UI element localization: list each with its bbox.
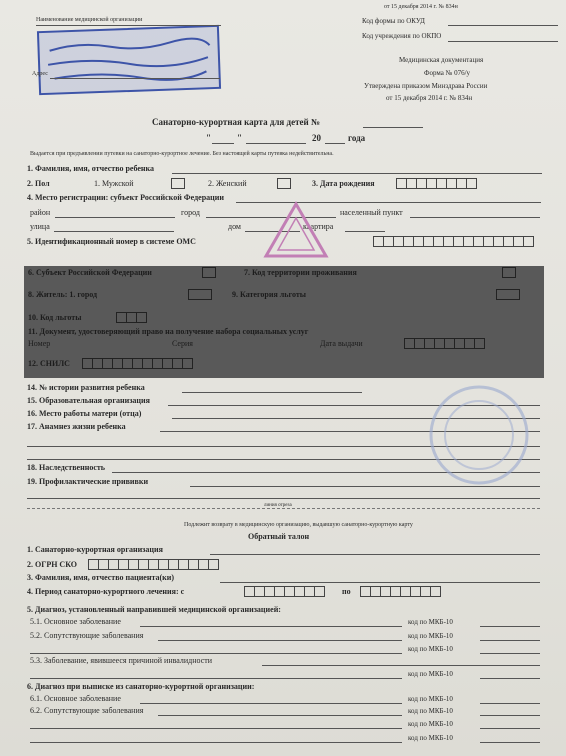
talon-note: Подлежит возврату в медицинскую организацию, выдавшую санаторно-курортную карту bbox=[184, 522, 413, 528]
district-label: район bbox=[30, 208, 51, 217]
talon-5-label: 5. Диагноз, установленный направившей медицинской организацией: bbox=[27, 605, 281, 614]
settlement-label: населенный пункт bbox=[340, 208, 403, 217]
field-10-cells[interactable] bbox=[116, 312, 146, 323]
mkb-5-2b: код по МКБ-10 bbox=[408, 645, 453, 653]
talon-3-label: 3. Фамилия, имя, отчество пациента(ки) bbox=[27, 573, 175, 582]
field-19-label: 19. Профилактические прививки bbox=[27, 477, 149, 486]
med-doc-label: Медицинская документация bbox=[399, 56, 484, 64]
field-15-label: 15. Образовательная организация bbox=[27, 396, 150, 405]
mkb-5-1: код по МКБ-10 bbox=[408, 618, 453, 626]
field-11-label: 11. Документ, удостоверяющий право на получение набора социальных услуг bbox=[28, 327, 309, 336]
approved-line: Утверждена приказом Минздрава России bbox=[364, 82, 488, 90]
date-close-quote: " bbox=[237, 133, 242, 143]
order-line: от 15 декабря 2014 г. № 834н bbox=[384, 4, 458, 10]
address-label: Адрес bbox=[32, 71, 48, 77]
field-9-box[interactable] bbox=[496, 289, 520, 300]
street-label: улица bbox=[30, 222, 50, 231]
issue-date-cells[interactable] bbox=[404, 338, 484, 349]
field-6-box[interactable] bbox=[202, 267, 216, 278]
gender-female: 2. Женский bbox=[208, 179, 247, 188]
talon-title: Обратный талон bbox=[248, 532, 310, 541]
field-1-label: 1. Фамилия, имя, отчество ребенка bbox=[27, 164, 155, 173]
org-stamp bbox=[37, 25, 221, 95]
mkb-6-2c: код по МКБ-10 bbox=[408, 734, 453, 742]
male-checkbox[interactable] bbox=[171, 178, 185, 189]
talon-6-label: 6. Диагноз при выписке из санаторно-курортной организации: bbox=[27, 682, 255, 691]
talon-5-3-label: 5.3. Заболевание, явившееся причиной инвалидности bbox=[30, 656, 213, 665]
field-3-label: 3. Дата рождения bbox=[312, 179, 375, 188]
field-5-label: 5. Идентификационный номер в системе ОМС bbox=[27, 237, 196, 246]
mkb-6-1: код по МКБ-10 bbox=[408, 695, 453, 703]
triangle-watermark-icon bbox=[262, 200, 330, 260]
field-6-label: 6. Субъект Российской Федерации bbox=[28, 268, 152, 277]
form-number: Форма № 076/у bbox=[424, 69, 471, 77]
mkb-5-3: код по МКБ-10 bbox=[408, 670, 453, 678]
oms-number-cells[interactable] bbox=[373, 236, 533, 247]
field-16-label: 16. Место работы матери (отца) bbox=[27, 409, 142, 418]
card-title: Санаторно-курортная карта для детей № bbox=[152, 117, 320, 127]
talon-5-1-label: 5.1. Основное заболевание bbox=[30, 617, 121, 626]
org-name-label: Наименование медицинской организации bbox=[36, 17, 143, 23]
mkb-6-2a: код по МКБ-10 bbox=[408, 707, 453, 715]
intro-text: Выдается при предъявлении путевки на санаторно-курортное лечение. Без настоящей карты путевка недействительна. bbox=[30, 151, 334, 157]
year-prefix: 20 bbox=[312, 133, 321, 143]
field-8-label: 8. Житель: 1. город bbox=[28, 290, 98, 299]
cut-divider bbox=[27, 508, 540, 509]
birth-date-cells[interactable] bbox=[396, 178, 476, 189]
field-10-label: 10. Код льготы bbox=[28, 313, 82, 322]
talon-5-2-label: 5.2. Сопутствующие заболевания bbox=[30, 631, 144, 640]
gender-male: 1. Мужской bbox=[94, 179, 134, 188]
field-17-label: 17. Анамнез жизни ребенка bbox=[27, 422, 126, 431]
city-label: город bbox=[181, 208, 200, 217]
female-checkbox[interactable] bbox=[277, 178, 291, 189]
period-to-label: по bbox=[342, 587, 351, 596]
apartment-label: квартира bbox=[303, 222, 334, 231]
okud-label: Код формы по ОКУД bbox=[362, 17, 425, 25]
field-8-box[interactable] bbox=[188, 289, 212, 300]
house-label: дом bbox=[228, 222, 241, 231]
field-14-label: 14. № истории развития ребенка bbox=[27, 383, 145, 392]
field-7-label: 7. Код территории проживания bbox=[244, 268, 357, 277]
ogrn-cells[interactable] bbox=[88, 559, 218, 570]
mkb-6-2b: код по МКБ-10 bbox=[408, 720, 453, 728]
round-stamp-icon bbox=[424, 380, 534, 490]
talon-1-label: 1. Санаторно-курортная организация bbox=[27, 545, 163, 554]
shaded-section bbox=[24, 266, 544, 378]
year-suffix: года bbox=[348, 133, 366, 143]
field-4-label: 4. Место регистрации: субъект Российской Федерации bbox=[27, 193, 224, 202]
issue-date-label: Дата выдачи bbox=[320, 339, 363, 348]
field-9-label: 9. Категория льготы bbox=[232, 290, 307, 299]
stamp-scribble-icon bbox=[39, 27, 219, 93]
cut-line-label: линия отреза bbox=[264, 503, 292, 508]
okpo-label: Код учреждения по ОКПО bbox=[362, 32, 442, 40]
talon-2-label: 2. ОГРН СКО bbox=[27, 560, 78, 569]
number-label: Номер bbox=[28, 339, 51, 348]
talon-6-2-label: 6.2. Сопутствующие заболевания bbox=[30, 706, 144, 715]
field-18-label: 18. Наследственность bbox=[27, 463, 106, 472]
period-to-cells[interactable] bbox=[360, 586, 440, 597]
talon-6-1-label: 6.1. Основное заболевание bbox=[30, 694, 121, 703]
snils-cells[interactable] bbox=[82, 358, 192, 369]
field-7-box[interactable] bbox=[502, 267, 516, 278]
period-from-cells[interactable] bbox=[244, 586, 324, 597]
talon-4-label: 4. Период санаторно-курортного лечения: с bbox=[27, 587, 185, 596]
approved-date: от 15 декабря 2014 г. № 834н bbox=[386, 94, 473, 102]
field-2-label: 2. Пол bbox=[27, 179, 50, 188]
series-label: Серия bbox=[172, 339, 193, 348]
field-12-label: 12. СНИЛС bbox=[28, 359, 70, 368]
mkb-5-2a: код по МКБ-10 bbox=[408, 632, 453, 640]
date-open-quote: " bbox=[206, 133, 211, 143]
